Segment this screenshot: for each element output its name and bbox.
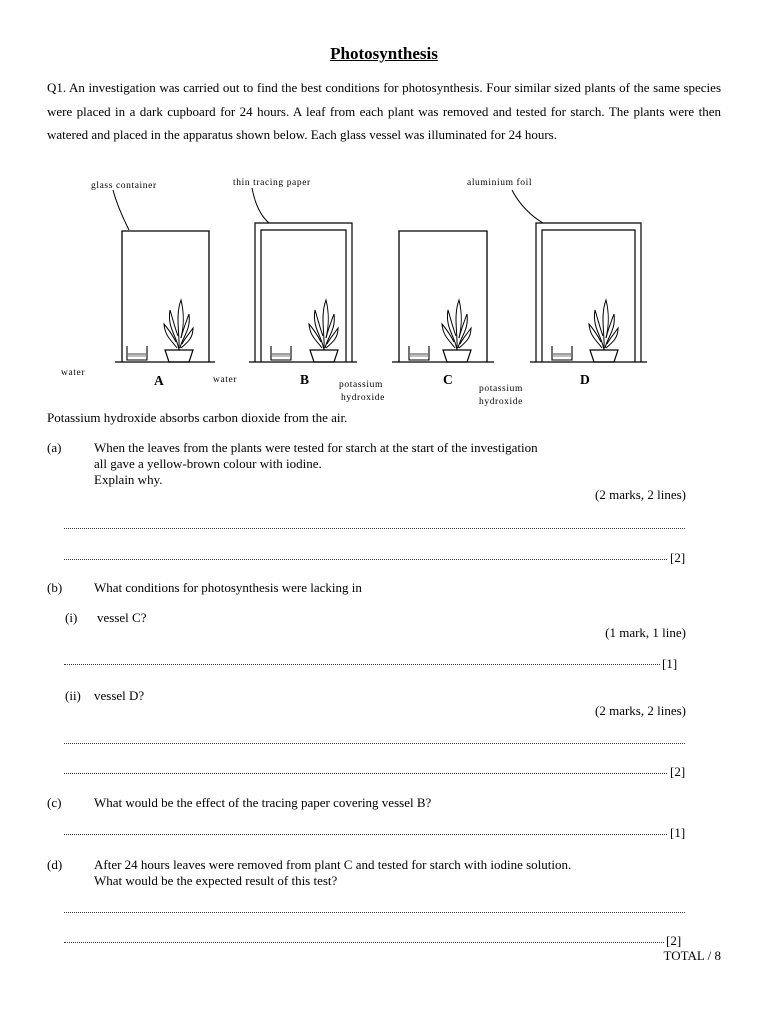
label-tracing-paper: thin tracing paper (233, 178, 311, 188)
question-b-ii-number: (ii) (65, 688, 81, 703)
label-water-b: water (213, 375, 238, 385)
vessel-b (249, 223, 357, 362)
question-c-score: [1] (670, 825, 686, 840)
question-b-text: What conditions for photosynthesis were lacking in (94, 580, 362, 595)
question-d-number: (d) (47, 857, 63, 872)
question-d-line1: After 24 hours leaves were removed from plant C and tested for starch with iodine solution. (94, 857, 572, 872)
label-aluminium-foil: aluminium foil (467, 178, 533, 188)
label-koh-d-line2: hydroxide (479, 397, 523, 407)
label-glass-container: glass container (91, 181, 157, 191)
leader-tracing (252, 188, 269, 223)
vessel-label-b: B (300, 372, 310, 387)
answer-line-c[interactable] (64, 826, 667, 835)
question-b-i-score: [1] (662, 656, 678, 671)
question-a-marks: (2 marks, 2 lines) (595, 487, 686, 502)
vessel-d (530, 223, 647, 362)
apparatus-diagram (47, 170, 727, 410)
label-koh-d-line1: potassium (479, 384, 523, 394)
question-a-line2: all gave a yellow-brown colour with iodine. (94, 456, 322, 471)
label-water-a: water (61, 368, 86, 378)
question-a-line1: When the leaves from the plants were tested for starch at the start of the investigation (94, 440, 538, 455)
question-d-score: [2] (666, 933, 682, 948)
vessel-c (392, 231, 494, 362)
question-b-ii-marks: (2 marks, 2 lines) (595, 703, 686, 718)
question-intro: Q1. An investigation was carried out to find the best conditions for photosynthesis. Four similar sized plants of the same species were placed in a dark cupboard for 24 hours. A leaf from each plant was removed and tested for starch. The plants were then watered and placed in the apparatus shown below. Each glass vessel was illuminated for 24 hours. (47, 80, 721, 142)
leader-glass (113, 190, 129, 230)
question-b-i-number: (i) (65, 610, 78, 625)
answer-line-b-i[interactable] (64, 656, 660, 665)
answer-line-a2[interactable] (64, 551, 667, 560)
note-koh: Potassium hydroxide absorbs carbon dioxide from the air. (47, 410, 348, 425)
question-a-line3: Explain why. (94, 472, 163, 487)
answer-line-a1[interactable] (64, 520, 685, 529)
vessel-label-c: C (443, 372, 453, 387)
question-b-i-text: vessel C? (97, 610, 147, 625)
answer-line-b-ii-1[interactable] (64, 735, 685, 744)
leader-foil (512, 190, 543, 223)
question-a-score: [2] (670, 550, 686, 565)
total-score: TOTAL / 8 (663, 948, 721, 963)
question-b-i-marks: (1 mark, 1 line) (605, 625, 686, 640)
answer-line-b-ii-2[interactable] (64, 765, 667, 774)
vessel-label-a: A (154, 373, 164, 388)
answer-line-d2[interactable] (64, 934, 664, 943)
vessel-a (115, 231, 215, 362)
answer-line-d1[interactable] (64, 904, 685, 913)
question-a-number: (a) (47, 440, 62, 455)
question-c-number: (c) (47, 795, 62, 810)
page-title: Photosynthesis (330, 44, 438, 63)
question-b-number: (b) (47, 580, 63, 595)
question-d-line2: What would be the expected result of this test? (94, 873, 338, 888)
question-b-ii-text: vessel D? (94, 688, 145, 703)
label-koh-c-line1: potassium (339, 380, 383, 390)
question-c-text: What would be the effect of the tracing paper covering vessel B? (94, 795, 432, 810)
vessel-label-d: D (580, 372, 590, 387)
question-b-ii-score: [2] (670, 764, 686, 779)
label-koh-c-line2: hydroxide (341, 393, 385, 403)
